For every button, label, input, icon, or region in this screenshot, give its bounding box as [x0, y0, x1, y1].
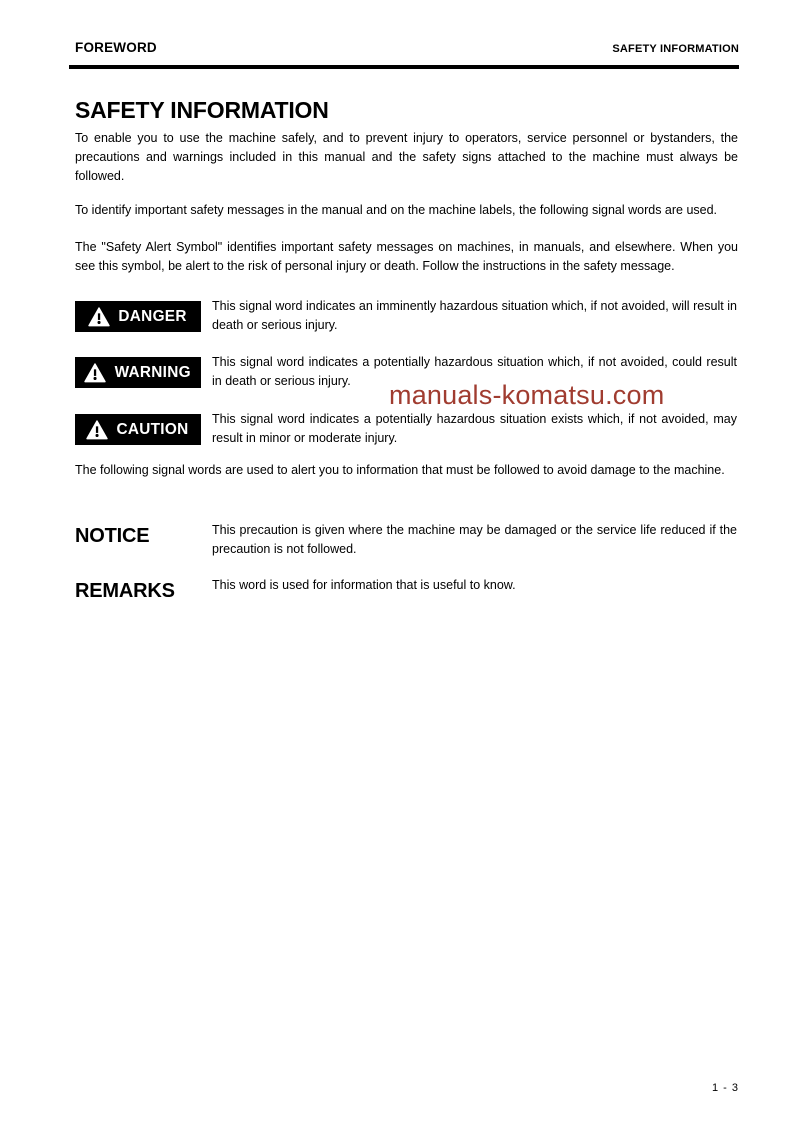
- page-title: SAFETY INFORMATION: [75, 97, 329, 123]
- header-section-right: SAFETY INFORMATION: [612, 43, 739, 55]
- damage-paragraph: The following signal words are used to alert you to information that must be followed to avoid damage to the machine.: [75, 463, 725, 477]
- warning-triangle-icon: [88, 307, 110, 327]
- intro-paragraph-1: To enable you to use the machine safely, and to prevent injury to operators, service personnel or bystanders, the precautions and warnings included in this manual and the safety signs attached to the machine must always be followed.: [75, 131, 738, 183]
- warning-label: WARNING: [114, 363, 191, 381]
- watermark-text: manuals-komatsu.com: [389, 380, 665, 410]
- header-section-left: FOREWORD: [75, 40, 157, 55]
- remarks-row: [75, 573, 737, 603]
- remarks-description: This word is used for information that is useful to know.: [212, 578, 516, 592]
- warning-signal-box: [75, 357, 201, 388]
- notice-description: This precaution is given where the machine may be damaged or the service life reduced if the precaution is not followed.: [212, 523, 737, 556]
- running-header: [75, 40, 739, 55]
- header-rule: [69, 65, 739, 69]
- notice-row: [75, 518, 737, 559]
- danger-row: [75, 294, 737, 335]
- remarks-label: REMARKS: [75, 580, 175, 602]
- caution-label: CAUTION: [116, 420, 189, 438]
- caution-description: This signal word indicates a potentially hazardous situation exists which, if not avoided, may result in minor or moderate injury.: [212, 412, 737, 445]
- warning-triangle-icon: [84, 363, 106, 383]
- warning-description: This signal word indicates a potentially hazardous situation which, if not avoided, could result in death or serious injury.: [212, 355, 737, 388]
- intro-paragraph-3: The "Safety Alert Symbol" identifies important safety messages on machines, in manuals, and elsewhere. When you see this symbol, be alert to the risk of personal injury or death. Follow the instructions in the safety message.: [75, 240, 738, 273]
- page-number: 1 - 3: [711, 1082, 739, 1094]
- danger-description: This signal word indicates an imminently hazardous situation which, if not avoided, will result in death or serious injury.: [212, 299, 737, 332]
- danger-signal-box: [75, 301, 201, 332]
- notice-label: NOTICE: [75, 525, 150, 547]
- danger-label: DANGER: [118, 307, 187, 325]
- caution-signal-box: [75, 414, 201, 445]
- warning-triangle-icon: [86, 420, 108, 440]
- intro-paragraph-2: To identify important safety messages in the manual and on the machine labels, the following signal words are used.: [75, 203, 718, 217]
- caution-row: [75, 407, 737, 448]
